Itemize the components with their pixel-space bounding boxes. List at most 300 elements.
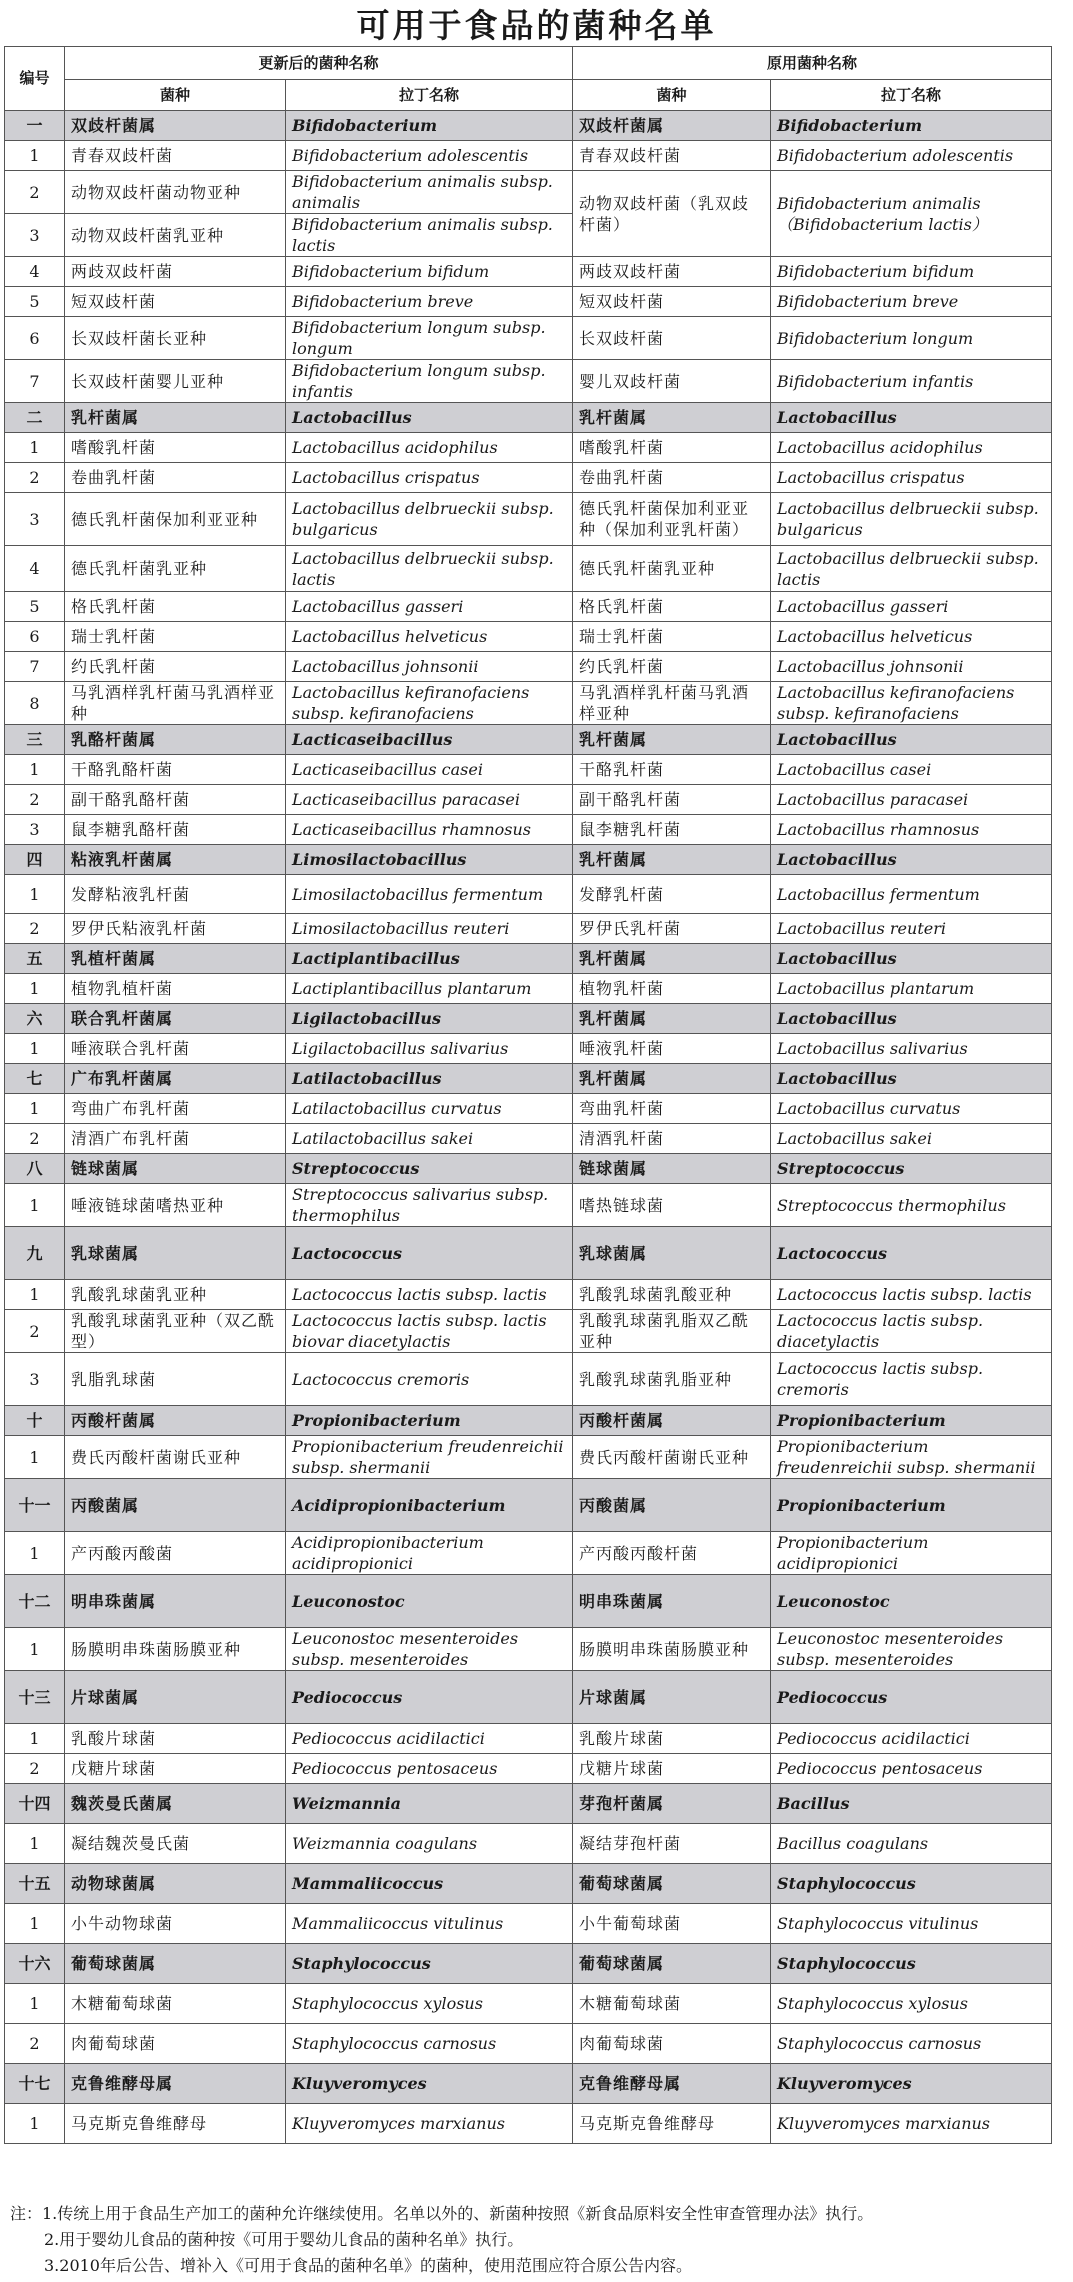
genus-row [5, 1406, 1052, 1436]
row-number: 1 [5, 974, 65, 1004]
latin-name: Lactobacillus delbrueckii subsp. lactis [286, 546, 573, 592]
original-latin-name: Lactobacillus salivarius [771, 1034, 1052, 1064]
subheader-row [5, 80, 1052, 111]
notes [10, 2201, 1060, 2279]
species-name: 罗伊氏粘液乳杆菌 [65, 914, 286, 944]
original-species-name: 格氏乳杆菌 [573, 592, 771, 622]
original-species-name: 罗伊氏乳杆菌 [573, 914, 771, 944]
original-latin-name: Bifidobacterium bifidum [771, 257, 1052, 287]
page-title: 可用于食品的菌种名单 [356, 6, 717, 45]
latin-name: Lactobacillus gasseri [286, 592, 573, 622]
row-number: 2 [5, 785, 65, 815]
original-latin-name: Staphylococcus vitulinus [771, 1904, 1052, 1944]
original-species-name: 两歧双歧杆菌 [573, 257, 771, 287]
original-latin-name: Lactobacillus johnsonii [771, 652, 1052, 682]
original-latin-name: Staphylococcus [771, 1864, 1052, 1904]
subheader-latin: 拉丁名称 [286, 80, 573, 111]
original-latin-name: Lactobacillus [771, 725, 1052, 755]
latin-name: Kluyveromyces marxianus [286, 2104, 573, 2144]
species-name: 两歧双歧杆菌 [65, 257, 286, 287]
species-name: 动物双歧杆菌动物亚种 [65, 171, 286, 214]
latin-name: Pediococcus pentosaceus [286, 1754, 573, 1784]
original-latin-name: Lactobacillus paracasei [771, 785, 1052, 815]
row-number: 1 [5, 1184, 65, 1227]
original-latin-name: Lactobacillus [771, 403, 1052, 433]
original-latin-name: Pediococcus [771, 1671, 1052, 1724]
latin-name: Lacticaseibacillus casei [286, 755, 573, 785]
original-species-name: 发酵乳杆菌 [573, 875, 771, 914]
species-name: 葡萄球菌属 [65, 1944, 286, 1984]
row-number: 十三 [5, 1671, 65, 1724]
species-name: 粘液乳杆菌属 [65, 845, 286, 875]
species-row [5, 592, 1052, 622]
original-species-name: 乳杆菌属 [573, 403, 771, 433]
original-species-name: 乳杆菌属 [573, 725, 771, 755]
latin-name: Lactiplantibacillus plantarum [286, 974, 573, 1004]
original-latin-name: Lactococcus lactis subsp. cremoris [771, 1353, 1052, 1406]
row-number: 五 [5, 944, 65, 974]
row-number: 1 [5, 1724, 65, 1754]
latin-name: Lacticaseibacillus [286, 725, 573, 755]
original-latin-name: Lactobacillus [771, 845, 1052, 875]
row-number: 1 [5, 755, 65, 785]
species-row [5, 1824, 1052, 1864]
latin-name: Propionibacterium freudenreichii subsp. shermanii [286, 1436, 573, 1479]
species-name: 弯曲广布乳杆菌 [65, 1094, 286, 1124]
species-row [5, 1034, 1052, 1064]
species-row [5, 546, 1052, 592]
species-row [5, 1904, 1052, 1944]
latin-name: Pediococcus [286, 1671, 573, 1724]
row-number: 十 [5, 1406, 65, 1436]
original-species-name: 马乳酒样乳杆菌马乳酒样亚种 [573, 682, 771, 725]
original-latin-name: Staphylococcus [771, 1944, 1052, 1984]
row-number: 7 [5, 360, 65, 403]
species-name: 动物双歧杆菌乳亚种 [65, 214, 286, 257]
original-species-name: 明串珠菌属 [573, 1575, 771, 1628]
original-latin-name: Bifidobacterium [771, 111, 1052, 141]
species-row [5, 1754, 1052, 1784]
species-name: 长双歧杆菌长亚种 [65, 317, 286, 360]
species-name: 广布乳杆菌属 [65, 1064, 286, 1094]
note-3: 3.2010年后公告、增补入《可用于食品的菌种名单》的菌种，使用范围应符合原公告内容。 [44, 2256, 692, 2275]
subheader-orig-latin: 拉丁名称 [771, 80, 1052, 111]
original-latin-name: Lactobacillus plantarum [771, 974, 1052, 1004]
latin-name: Lactococcus [286, 1227, 573, 1280]
original-latin-name: Bifidobacterium breve [771, 287, 1052, 317]
species-row [5, 1724, 1052, 1754]
species-row [5, 1280, 1052, 1310]
original-species-name: 小牛葡萄球菌 [573, 1904, 771, 1944]
original-species-name: 肠膜明串珠菌肠膜亚种 [573, 1628, 771, 1671]
species-name: 产丙酸丙酸菌 [65, 1532, 286, 1575]
species-name: 乳酸乳球菌乳亚种（双乙酰型） [65, 1310, 286, 1353]
header-row [5, 47, 1052, 80]
original-latin-name: Lactobacillus [771, 1064, 1052, 1094]
species-name: 副干酪乳酪杆菌 [65, 785, 286, 815]
note-2: 2.用于婴幼儿食品的菌种按《可用于婴幼儿食品的菌种名单》执行。 [44, 2230, 524, 2249]
latin-name: Ligilactobacillus salivarius [286, 1034, 573, 1064]
original-species-name: 链球菌属 [573, 1154, 771, 1184]
row-number: 一 [5, 111, 65, 141]
row-number: 8 [5, 682, 65, 725]
species-name: 乳酸片球菌 [65, 1724, 286, 1754]
latin-name: Bifidobacterium longum subsp. infantis [286, 360, 573, 403]
species-name: 克鲁维酵母属 [65, 2064, 286, 2104]
original-latin-name: Lactococcus lactis subsp. diacetylactis [771, 1310, 1052, 1353]
species-row [5, 785, 1052, 815]
original-species-name: 乳杆菌属 [573, 1064, 771, 1094]
original-latin-name: Lactobacillus acidophilus [771, 433, 1052, 463]
species-name: 费氏丙酸杆菌谢氏亚种 [65, 1436, 286, 1479]
species-name: 木糖葡萄球菌 [65, 1984, 286, 2024]
strain-table [4, 46, 1052, 2144]
subheader-species: 菌种 [65, 80, 286, 111]
row-number: 1 [5, 1034, 65, 1064]
row-number: 6 [5, 317, 65, 360]
row-number: 3 [5, 1353, 65, 1406]
species-row [5, 974, 1052, 1004]
row-number: 十六 [5, 1944, 65, 1984]
species-row [5, 652, 1052, 682]
species-row [5, 1436, 1052, 1479]
genus-row [5, 1671, 1052, 1724]
row-number: 3 [5, 493, 65, 546]
original-species-name: 木糖葡萄球菌 [573, 1984, 771, 2024]
species-row [5, 257, 1052, 287]
latin-name: Kluyveromyces [286, 2064, 573, 2104]
row-number: 5 [5, 287, 65, 317]
row-number: 十五 [5, 1864, 65, 1904]
latin-name: Bifidobacterium animalis subsp. lactis [286, 214, 573, 257]
species-row [5, 287, 1052, 317]
original-latin-name: Lactococcus [771, 1227, 1052, 1280]
species-name: 凝结魏茨曼氏菌 [65, 1824, 286, 1864]
row-number: 2 [5, 1754, 65, 1784]
original-latin-name: Leuconostoc [771, 1575, 1052, 1628]
species-name: 乳植杆菌属 [65, 944, 286, 974]
species-name: 链球菌属 [65, 1154, 286, 1184]
original-species-name: 乳酸片球菌 [573, 1724, 771, 1754]
row-number: 1 [5, 1280, 65, 1310]
row-number: 1 [5, 1436, 65, 1479]
original-latin-name: Propionibacterium acidipropionici [771, 1532, 1052, 1575]
latin-name: Lactococcus lactis subsp. lactis biovar diacetylactis [286, 1310, 573, 1353]
row-number: 十七 [5, 2064, 65, 2104]
original-species-name: 约氏乳杆菌 [573, 652, 771, 682]
latin-name: Lactococcus lactis subsp. lactis [286, 1280, 573, 1310]
row-number: 2 [5, 914, 65, 944]
latin-name: Latilactobacillus sakei [286, 1124, 573, 1154]
original-latin-name: Streptococcus thermophilus [771, 1184, 1052, 1227]
original-latin-name: Staphylococcus carnosus [771, 2024, 1052, 2064]
original-species-name: 卷曲乳杆菌 [573, 463, 771, 493]
latin-name: Bifidobacterium breve [286, 287, 573, 317]
subheader-orig-species: 菌种 [573, 80, 771, 111]
original-species-name: 嗜酸乳杆菌 [573, 433, 771, 463]
original-species-name: 产丙酸丙酸杆菌 [573, 1532, 771, 1575]
original-species-name: 德氏乳杆菌乳亚种 [573, 546, 771, 592]
species-row [5, 141, 1052, 171]
latin-name: Pediococcus acidilactici [286, 1724, 573, 1754]
species-row [5, 2104, 1052, 2144]
original-latin-name: Lactobacillus [771, 1004, 1052, 1034]
row-number: 1 [5, 1094, 65, 1124]
row-number: 四 [5, 845, 65, 875]
row-number: 1 [5, 1904, 65, 1944]
row-number: 1 [5, 1824, 65, 1864]
latin-name: Lactobacillus johnsonii [286, 652, 573, 682]
latin-name: Weizmannia coagulans [286, 1824, 573, 1864]
original-species-name: 戊糖片球菌 [573, 1754, 771, 1784]
genus-row [5, 1064, 1052, 1094]
species-name: 魏茨曼氏菌属 [65, 1784, 286, 1824]
species-row [5, 682, 1052, 725]
latin-name: Latilactobacillus curvatus [286, 1094, 573, 1124]
row-number: 2 [5, 463, 65, 493]
original-latin-name: Lactobacillus fermentum [771, 875, 1052, 914]
row-number: 1 [5, 875, 65, 914]
original-latin-name: Lactobacillus rhamnosus [771, 815, 1052, 845]
original-species-name: 副干酪乳杆菌 [573, 785, 771, 815]
original-species-name: 长双歧杆菌 [573, 317, 771, 360]
row-number: 1 [5, 1628, 65, 1671]
row-number: 7 [5, 652, 65, 682]
original-species-name: 葡萄球菌属 [573, 1864, 771, 1904]
species-row [5, 171, 1052, 214]
species-name: 青春双歧杆菌 [65, 141, 286, 171]
original-species-name: 片球菌属 [573, 1671, 771, 1724]
species-name: 唾液链球菌嗜热亚种 [65, 1184, 286, 1227]
original-species-name: 克鲁维酵母属 [573, 2064, 771, 2104]
row-number: 5 [5, 592, 65, 622]
species-name: 肠膜明串珠菌肠膜亚种 [65, 1628, 286, 1671]
species-name: 短双歧杆菌 [65, 287, 286, 317]
original-latin-name: Kluyveromyces marxianus [771, 2104, 1052, 2144]
species-name: 鼠李糖乳酪杆菌 [65, 815, 286, 845]
original-species-name: 青春双歧杆菌 [573, 141, 771, 171]
row-number: 十四 [5, 1784, 65, 1824]
latin-name: Streptococcus [286, 1154, 573, 1184]
genus-row [5, 1784, 1052, 1824]
latin-name: Bifidobacterium [286, 111, 573, 141]
genus-row [5, 2064, 1052, 2104]
original-species-name: 动物双歧杆菌（乳双歧杆菌） [573, 171, 771, 257]
original-latin-name: Bifidobacterium longum [771, 317, 1052, 360]
original-species-name: 短双歧杆菌 [573, 287, 771, 317]
latin-name: Staphylococcus carnosus [286, 2024, 573, 2064]
species-name: 唾液联合乳杆菌 [65, 1034, 286, 1064]
species-name: 肉葡萄球菌 [65, 2024, 286, 2064]
latin-name: Lacticaseibacillus rhamnosus [286, 815, 573, 845]
original-latin-name: Propionibacterium [771, 1479, 1052, 1532]
original-species-name: 乳酸乳球菌乳脂亚种 [573, 1353, 771, 1406]
row-number: 4 [5, 257, 65, 287]
species-row [5, 493, 1052, 546]
row-number: 1 [5, 141, 65, 171]
original-latin-name: Bifidobacterium animalis （Bifidobacterium lactis） [771, 171, 1052, 257]
row-number: 3 [5, 214, 65, 257]
latin-name: Limosilactobacillus fermentum [286, 875, 573, 914]
latin-name: Bifidobacterium adolescentis [286, 141, 573, 171]
original-latin-name: Lactobacillus sakei [771, 1124, 1052, 1154]
species-row [5, 463, 1052, 493]
species-row [5, 1094, 1052, 1124]
genus-row [5, 403, 1052, 433]
species-row [5, 1124, 1052, 1154]
genus-row [5, 1479, 1052, 1532]
species-name: 嗜酸乳杆菌 [65, 433, 286, 463]
latin-name: Lactobacillus crispatus [286, 463, 573, 493]
row-number: 六 [5, 1004, 65, 1034]
species-name: 马乳酒样乳杆菌马乳酒样亚种 [65, 682, 286, 725]
latin-name: Bifidobacterium bifidum [286, 257, 573, 287]
species-name: 丙酸杆菌属 [65, 1406, 286, 1436]
latin-name: Lactobacillus helveticus [286, 622, 573, 652]
species-row [5, 815, 1052, 845]
species-name: 动物球菌属 [65, 1864, 286, 1904]
latin-name: Mammaliicoccus vitulinus [286, 1904, 573, 1944]
latin-name: Streptococcus salivarius subsp. thermophilus [286, 1184, 573, 1227]
species-name: 双歧杆菌属 [65, 111, 286, 141]
genus-row [5, 725, 1052, 755]
original-latin-name: Pediococcus acidilactici [771, 1724, 1052, 1754]
latin-name: Weizmannia [286, 1784, 573, 1824]
species-row [5, 360, 1052, 403]
species-name: 小牛动物球菌 [65, 1904, 286, 1944]
latin-name: Latilactobacillus [286, 1064, 573, 1094]
species-row [5, 875, 1052, 914]
species-row [5, 1310, 1052, 1353]
original-latin-name: Lactobacillus crispatus [771, 463, 1052, 493]
original-latin-name: Bifidobacterium adolescentis [771, 141, 1052, 171]
species-row [5, 1532, 1052, 1575]
original-latin-name: Lactobacillus delbrueckii subsp. lactis [771, 546, 1052, 592]
note-1: 注：1.传统上用于食品生产加工的菌种允许继续使用。名单以外的、新菌种按照《新食品原料安全性审查管理办法》执行。 [10, 2204, 874, 2223]
genus-row [5, 1944, 1052, 1984]
latin-name: Lactobacillus delbrueckii subsp. bulgaricus [286, 493, 573, 546]
row-number: 3 [5, 815, 65, 845]
row-number: 1 [5, 1532, 65, 1575]
latin-name: Ligilactobacillus [286, 1004, 573, 1034]
original-species-name: 葡萄球菌属 [573, 1944, 771, 1984]
species-row [5, 755, 1052, 785]
species-name: 明串珠菌属 [65, 1575, 286, 1628]
original-species-name: 瑞士乳杆菌 [573, 622, 771, 652]
row-number: 1 [5, 433, 65, 463]
original-species-name: 鼠李糖乳杆菌 [573, 815, 771, 845]
original-latin-name: Lactobacillus [771, 944, 1052, 974]
row-number: 4 [5, 546, 65, 592]
species-name: 德氏乳杆菌乳亚种 [65, 546, 286, 592]
species-row [5, 433, 1052, 463]
original-species-name: 凝结芽孢杆菌 [573, 1824, 771, 1864]
original-latin-name: Lactobacillus delbrueckii subsp. bulgaricus [771, 493, 1052, 546]
original-species-name: 弯曲乳杆菌 [573, 1094, 771, 1124]
species-name: 格氏乳杆菌 [65, 592, 286, 622]
row-number: 二 [5, 403, 65, 433]
species-name: 联合乳杆菌属 [65, 1004, 286, 1034]
row-number: 2 [5, 1124, 65, 1154]
original-latin-name: Bacillus coagulans [771, 1824, 1052, 1864]
original-species-name: 芽孢杆菌属 [573, 1784, 771, 1824]
genus-row [5, 1004, 1052, 1034]
latin-name: Lactobacillus acidophilus [286, 433, 573, 463]
original-latin-name: Bifidobacterium infantis [771, 360, 1052, 403]
row-number: 2 [5, 2024, 65, 2064]
latin-name: Lactiplantibacillus [286, 944, 573, 974]
row-number: 七 [5, 1064, 65, 1094]
latin-name: Acidipropionibacterium [286, 1479, 573, 1532]
original-latin-name: Propionibacterium [771, 1406, 1052, 1436]
original-latin-name: Lactobacillus reuteri [771, 914, 1052, 944]
latin-name: Lactococcus cremoris [286, 1353, 573, 1406]
row-number: 九 [5, 1227, 65, 1280]
original-species-name: 丙酸菌属 [573, 1479, 771, 1532]
species-name: 清酒广布乳杆菌 [65, 1124, 286, 1154]
species-name: 瑞士乳杆菌 [65, 622, 286, 652]
header-original: 原用菌种名称 [573, 47, 1052, 80]
latin-name: Bifidobacterium longum subsp. longum [286, 317, 573, 360]
species-name: 马克斯克鲁维酵母 [65, 2104, 286, 2144]
original-species-name: 肉葡萄球菌 [573, 2024, 771, 2064]
latin-name: Leuconostoc [286, 1575, 573, 1628]
original-latin-name: Staphylococcus xylosus [771, 1984, 1052, 2024]
original-species-name: 乳杆菌属 [573, 944, 771, 974]
original-species-name: 乳酸乳球菌乳酸亚种 [573, 1280, 771, 1310]
original-latin-name: Kluyveromyces [771, 2064, 1052, 2104]
species-name: 长双歧杆菌婴儿亚种 [65, 360, 286, 403]
header-no: 编号 [5, 47, 65, 111]
original-species-name: 婴儿双歧杆菌 [573, 360, 771, 403]
row-number: 三 [5, 725, 65, 755]
original-species-name: 干酪乳杆菌 [573, 755, 771, 785]
latin-name: Staphylococcus xylosus [286, 1984, 573, 2024]
species-name: 约氏乳杆菌 [65, 652, 286, 682]
species-name: 乳酸乳球菌乳亚种 [65, 1280, 286, 1310]
original-latin-name: Streptococcus [771, 1154, 1052, 1184]
original-latin-name: Lactobacillus gasseri [771, 592, 1052, 622]
genus-row [5, 1575, 1052, 1628]
species-name: 德氏乳杆菌保加利亚亚种 [65, 493, 286, 546]
row-number: 2 [5, 1310, 65, 1353]
latin-name: Lactobacillus kefiranofaciens subsp. kefiranofaciens [286, 682, 573, 725]
original-species-name: 德氏乳杆菌保加利亚亚种（保加利亚乳杆菌） [573, 493, 771, 546]
row-number: 2 [5, 171, 65, 214]
species-name: 戊糖片球菌 [65, 1754, 286, 1784]
original-species-name: 植物乳杆菌 [573, 974, 771, 1004]
original-latin-name: Lactococcus lactis subsp. lactis [771, 1280, 1052, 1310]
species-name: 植物乳植杆菌 [65, 974, 286, 1004]
original-species-name: 双歧杆菌属 [573, 111, 771, 141]
header-updated: 更新后的菌种名称 [65, 47, 573, 80]
row-number: 6 [5, 622, 65, 652]
species-name: 乳酪杆菌属 [65, 725, 286, 755]
species-row [5, 317, 1052, 360]
species-row [5, 1353, 1052, 1406]
species-row [5, 914, 1052, 944]
genus-row [5, 845, 1052, 875]
original-species-name: 清酒乳杆菌 [573, 1124, 771, 1154]
original-species-name: 乳杆菌属 [573, 1004, 771, 1034]
genus-row [5, 1154, 1052, 1184]
genus-row [5, 944, 1052, 974]
latin-name: Leuconostoc mesenteroides subsp. mesenteroides [286, 1628, 573, 1671]
genus-row [5, 111, 1052, 141]
species-name: 乳脂乳球菌 [65, 1353, 286, 1406]
original-species-name: 乳酸乳球菌乳脂双乙酰亚种 [573, 1310, 771, 1353]
original-latin-name: Lactobacillus casei [771, 755, 1052, 785]
